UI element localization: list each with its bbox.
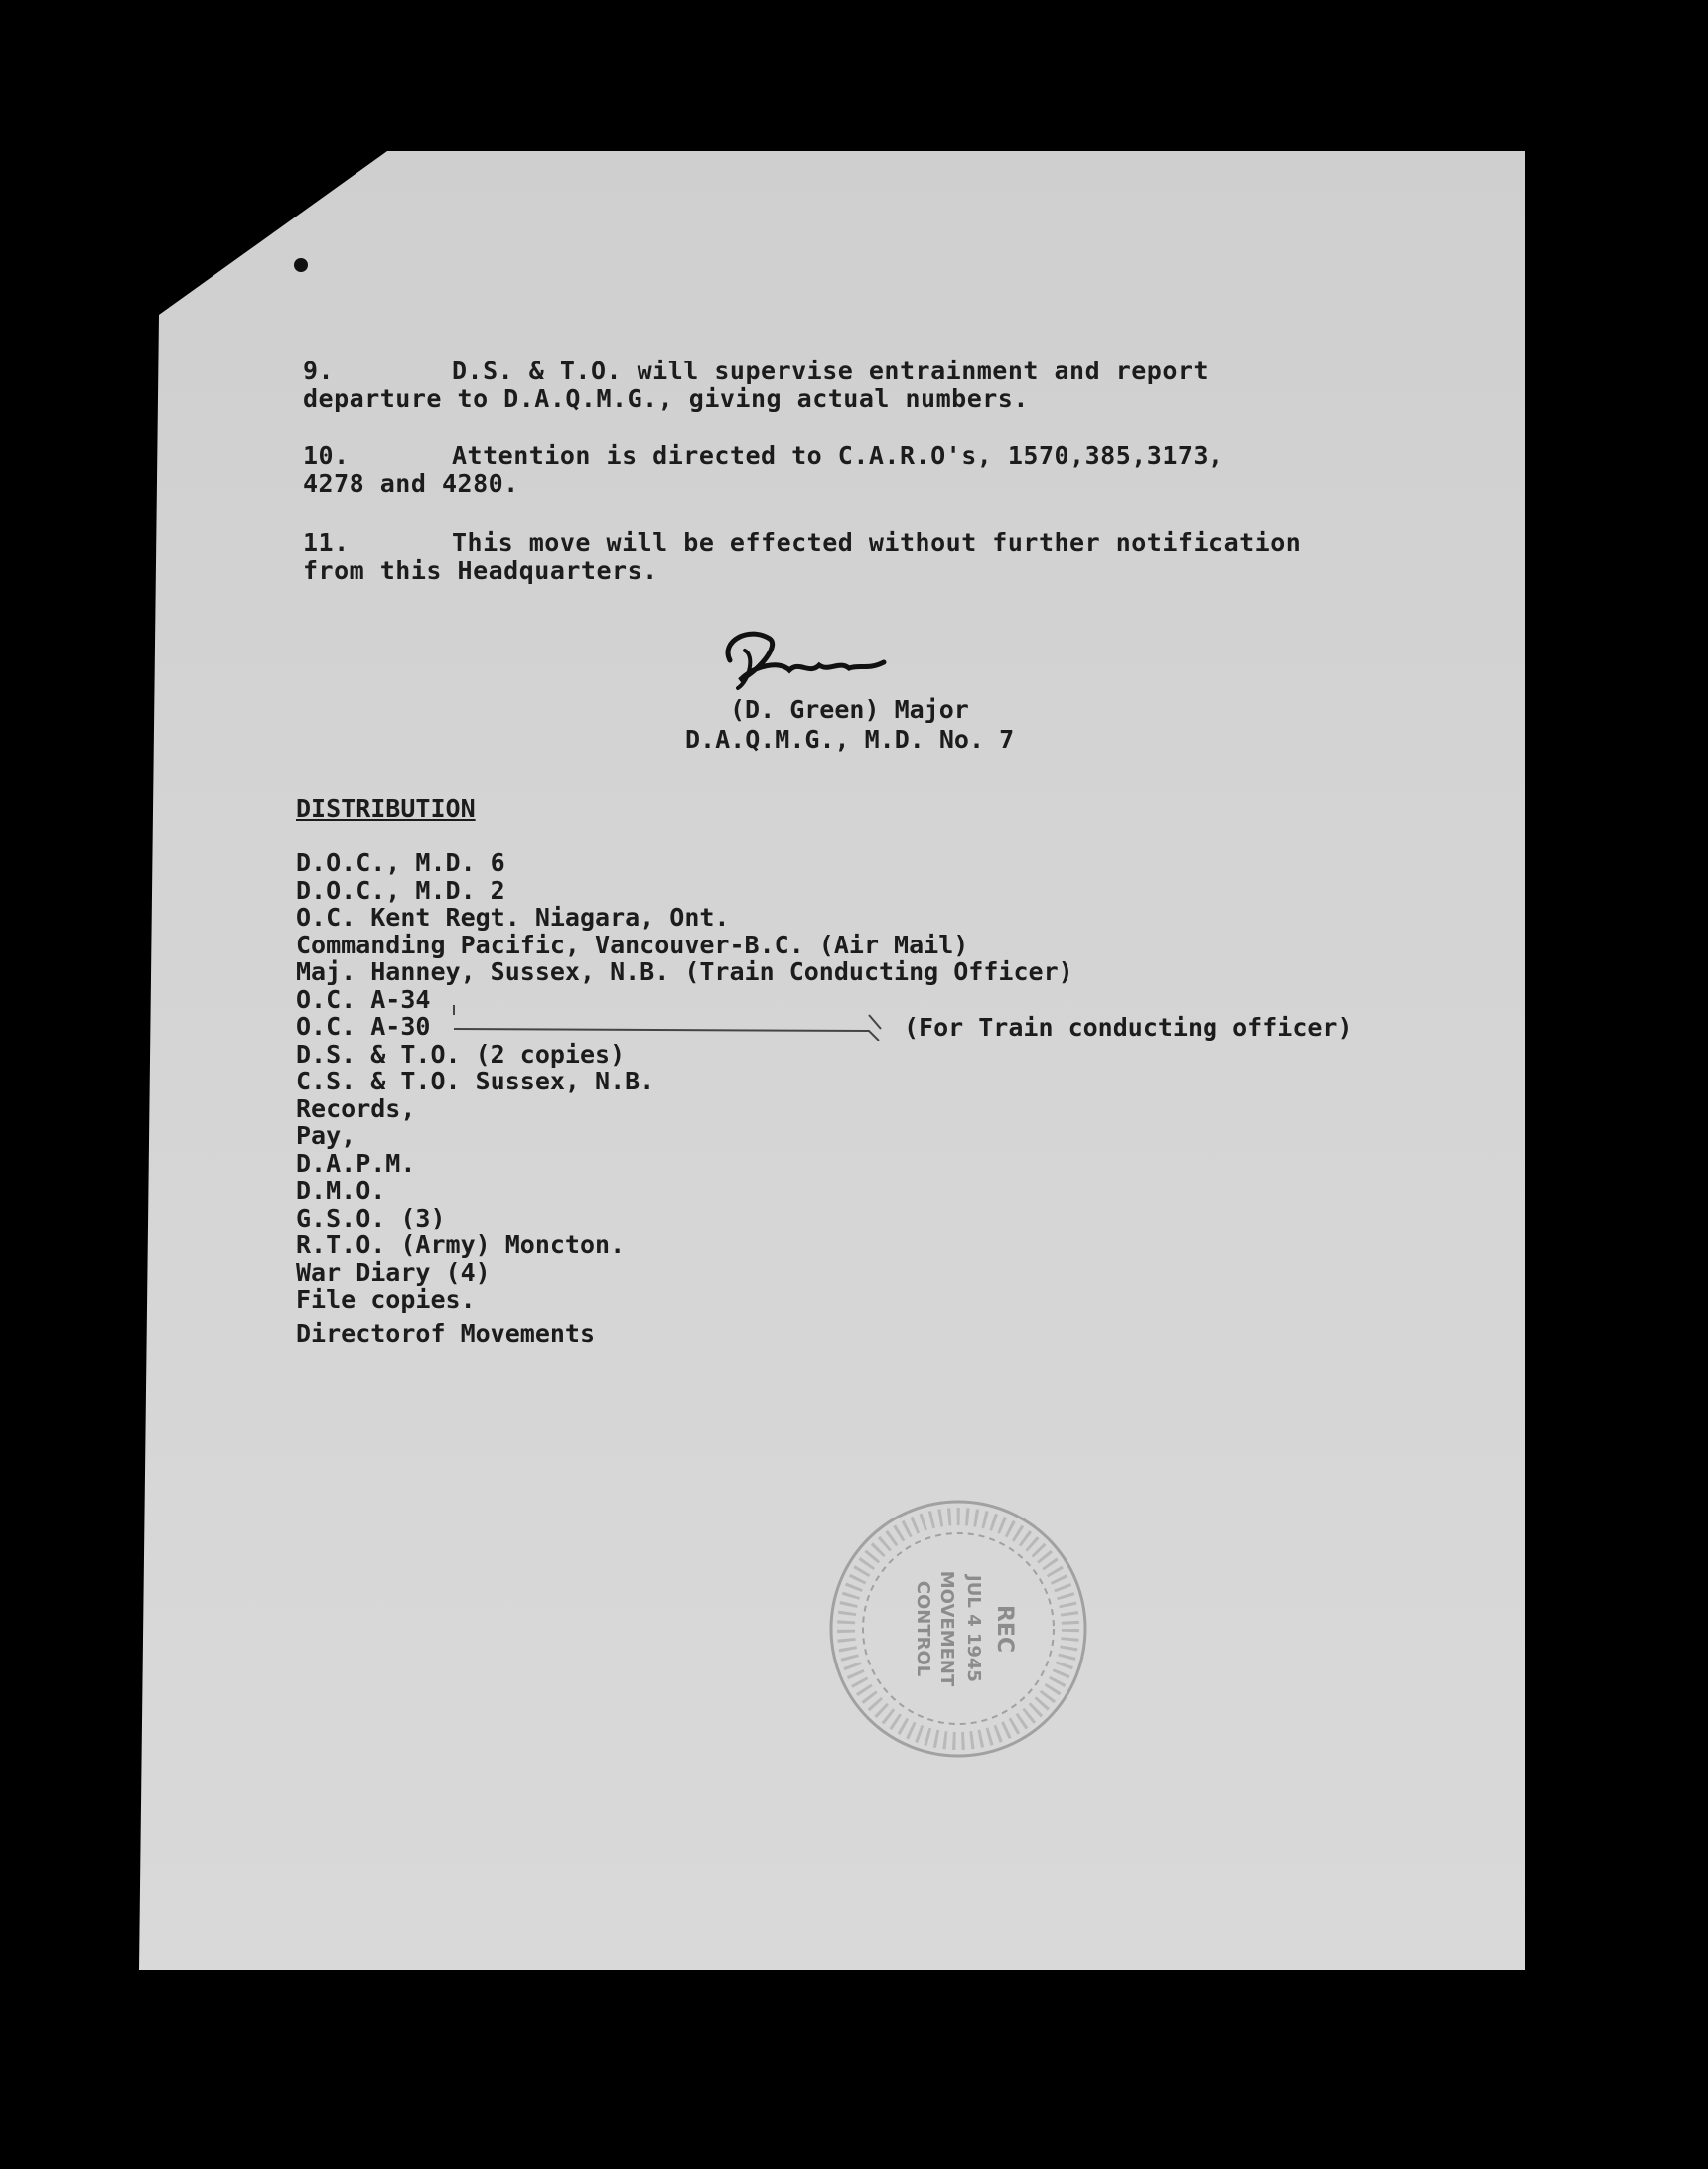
- list-item: War Diary (4): [296, 1257, 491, 1287]
- punch-hole: [294, 258, 308, 272]
- signer-title: D.A.Q.M.G., M.D. No. 7: [685, 725, 1015, 754]
- paragraph-number: 11.: [303, 528, 350, 557]
- signer-name: (D. Green) Major: [730, 695, 969, 724]
- list-item: Records,: [296, 1093, 416, 1123]
- stamp-line: REC: [992, 1604, 1017, 1654]
- paragraph-line: Attention is directed to C.A.R.O's, 1570,385,3173,: [452, 441, 1224, 470]
- paragraph-9: [303, 358, 1209, 385]
- list-item: File copies.: [296, 1285, 476, 1314]
- stamp-line: MOVEMENT: [936, 1570, 957, 1687]
- paragraph-line: This move will be effected without further notification: [452, 528, 1302, 557]
- list-item: Commanding Pacific, Vancouver-B.C. (Air Mail): [296, 930, 969, 959]
- list-item: D.O.C., M.D. 6: [296, 848, 505, 877]
- distribution-list: [296, 849, 1073, 1347]
- paragraph-number: 10.: [303, 441, 350, 470]
- received-stamp: [824, 1495, 1092, 1763]
- list-item: O.C. Kent Regt. Niagara, Ont.: [296, 903, 730, 932]
- paragraph-line: 4278 and 4280.: [303, 469, 519, 498]
- paragraph-11-line2: [303, 557, 658, 585]
- paragraph-number: 9.: [303, 357, 335, 385]
- list-item: Maj. Hanney, Sussex, N.B. (Train Conducting Officer): [296, 957, 1073, 986]
- list-item: C.S. & T.O. Sussex, N.B.: [296, 1067, 655, 1095]
- list-item: R.T.O. (Army) Moncton.: [296, 1230, 626, 1259]
- list-item: D.A.P.M.: [296, 1148, 416, 1178]
- handwritten-signature: [710, 621, 889, 700]
- list-item: Pay,: [296, 1121, 356, 1150]
- paragraph-10-line2: [303, 470, 519, 498]
- paragraph-line: D.S. & T.O. will supervise entrainment and report: [452, 357, 1210, 385]
- list-item: D.O.C., M.D. 2: [296, 875, 505, 905]
- list-item: G.S.O. (3): [296, 1203, 446, 1232]
- paragraph-line: departure to D.A.Q.M.G., giving actual numbers.: [303, 384, 1029, 413]
- list-item: O.C. A-34: [296, 984, 431, 1014]
- bracket-line: [452, 1001, 909, 1041]
- list-item: Directorof Movements: [296, 1318, 596, 1348]
- signature-block: [685, 695, 1014, 755]
- stamp-line: CONTROL: [913, 1580, 933, 1677]
- list-item: D.S. & T.O. (2 copies): [296, 1039, 626, 1069]
- bracket-note: (For Train conducting officer): [904, 1013, 1352, 1042]
- paragraph-11: [303, 529, 1301, 557]
- distribution-title: DISTRIBUTION: [296, 795, 476, 823]
- list-item: O.C. A-30: [296, 1012, 431, 1041]
- stamp-line: JUL 4 1945: [963, 1575, 984, 1682]
- paragraph-9-line2: [303, 385, 1029, 413]
- paragraph-line: from this Headquarters.: [303, 556, 658, 585]
- list-item: D.M.O.: [296, 1176, 386, 1205]
- paragraph-10: [303, 442, 1224, 470]
